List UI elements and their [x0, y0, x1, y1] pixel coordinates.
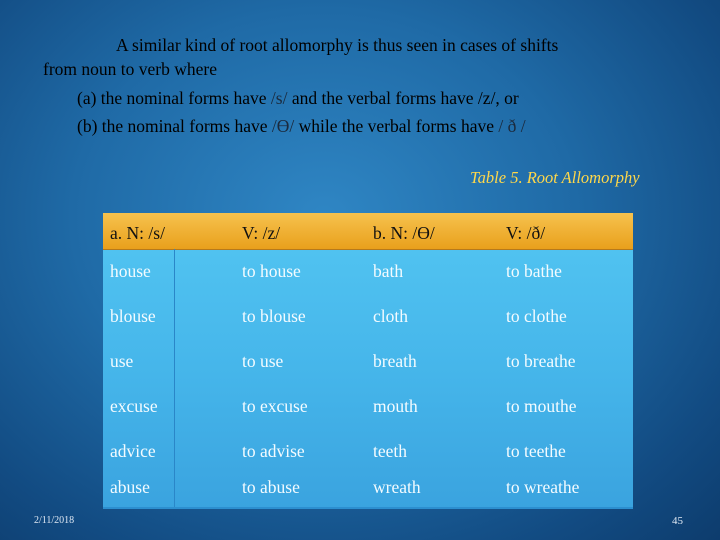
table-cell: to teethe: [506, 441, 566, 461]
intro-line-3-part-c: and the verbal forms have /z/, or: [287, 88, 519, 108]
intro-line-2: from noun to verb where: [43, 59, 217, 79]
table-header-row: [103, 213, 633, 250]
column-divider: [174, 249, 175, 509]
intro-line-1: A similar kind of root allomorphy is thus seen in cases of shifts: [116, 35, 559, 55]
table-cell: to clothe: [506, 306, 567, 326]
table-cell: to mouthe: [506, 396, 577, 416]
table-cell: advice: [110, 441, 156, 461]
header-cell-noun-s: a. N: /s/: [110, 223, 165, 243]
table-cell: use: [110, 351, 134, 371]
table-bottom-border: [103, 507, 633, 509]
table-caption: Table 5. Root Allomorphy: [470, 168, 640, 187]
table-cell: to wreathe: [506, 477, 580, 497]
phoneme-theta: /Ө/: [271, 116, 295, 136]
header-cell-verb-z: V: /z/: [242, 223, 281, 243]
intro-line-3: [77, 84, 519, 112]
table-cell: to abuse: [242, 477, 300, 497]
header-cell-noun-theta: b. N: /Ө/: [373, 223, 435, 243]
page-number: 45: [672, 515, 683, 527]
table-cell: blouse: [110, 306, 156, 326]
phoneme-s: /s/: [270, 88, 288, 108]
table-cell: excuse: [110, 396, 158, 416]
table-cell: mouth: [373, 396, 418, 416]
table-cell: to blouse: [242, 306, 306, 326]
phoneme-eth: / ð /: [498, 116, 526, 136]
table-cell: bath: [373, 261, 404, 281]
intro-line-3-part-a: (a) the nominal forms have: [77, 88, 271, 108]
table-cell: house: [110, 261, 151, 281]
table-cell: to use: [242, 351, 284, 371]
intro-line-4-part-a: (b) the nominal forms have: [77, 116, 272, 136]
intro-line-4-part-c: while the verbal forms have: [294, 116, 499, 136]
table-cell: teeth: [373, 441, 408, 461]
table-cell: wreath: [373, 477, 421, 497]
table-cell: to excuse: [242, 396, 308, 416]
table-cell: to bathe: [506, 261, 562, 281]
allomorphy-table: [103, 213, 633, 509]
table-cell: cloth: [373, 306, 408, 326]
intro-line-4: [77, 112, 526, 140]
table-cell: to advise: [242, 441, 305, 461]
footer-date: 2/11/2018: [34, 515, 75, 526]
table-cell: to house: [242, 261, 301, 281]
table-cell: to breathe: [506, 351, 576, 371]
header-cell-verb-eth: V: /ð/: [506, 223, 546, 243]
table-cell: abuse: [110, 477, 150, 497]
table-cell: breath: [373, 351, 417, 371]
